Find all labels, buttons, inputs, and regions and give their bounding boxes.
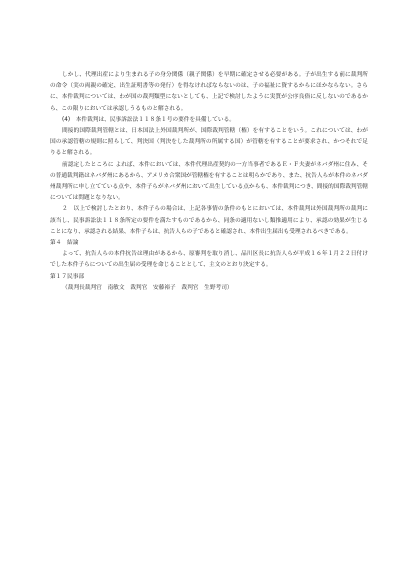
paragraph-summary-2: ２ 以上で検討したとおり、本件子らの場合は、上記各事情の条件のもとにおいては、本件裁判は外国裁判所の裁判に該当し、民事訴訟法１１８条所定の要件を満たすものであるから、同条の適用ないし類推適用により、承認の効果が生じることになり、承認される結果、本件子らは、抗告人らの子であると確認され、本件出生届出も受理されるべきである。 — [50, 206, 368, 235]
paragraph-conclusion: よって、抗告人らの本件抗告は理由があるから、原審判を取り消し、品川区長に抗告人らが平成１６年１月２２日付けでした本件子らについての出生届の受理を命じることとして、主文のとおり決定する。 — [50, 251, 368, 269]
section-heading-conclusion: 第４ 結論 — [50, 240, 79, 247]
paragraph-nevada-jurisdiction: 前認定したところに よれば、本件においては、本件代理出産契約の一方当事者であるＥ・Ｆ夫妻がネバダ州に住み、その普通裁判籍はネバダ州にあるから、アメリカ合衆国が管轄権を有することは明らかであり、また、抗告人らが本件のネバダ州裁判所に申し立てている点や、本件子らがネバダ州において出生している点からも、本件裁判につき、間接的国際裁判管轄については問題となりない。 — [50, 161, 368, 202]
paragraph-indirect-jurisdiction: 間接的国際裁判管轄とは、日本国法上外国裁判所が、国際裁判管轄（権）を有することをいう。これについては、わが国の承認管轄の規則に照らして、判決国（判決をした裁判所の所属する国）が管轄を有することが要求され、かつそれで足りると解される。 — [50, 128, 368, 157]
judges-line: （裁判長裁判官 南敏文 裁判官 安藤裕子 裁判官 生野考司） — [62, 284, 233, 291]
paragraph-surrogacy-status: しかし、代理出産により生まれる子の身分関係（親子関係）を早期に確定させる必要がある。子が出生する前に裁判所の命令（実の両親の確定、出生証明書等の発行）を得なければならないのは、子の福祉に資するからにほかならない。さらに、本件裁判については、わが国の裁判類型にないとしても、上記で検討したように実質が公序良俗に反しないのであるから、この限りにおいては承認しうるものと解される。 — [50, 72, 368, 112]
paragraph-requirement-item-4: (4) 本件裁判は、民事訴訟法１１８条１号の要件を具備している。 — [62, 116, 235, 123]
document-body — [50, 70, 368, 294]
court-division: 第１７民事部 — [50, 273, 85, 280]
